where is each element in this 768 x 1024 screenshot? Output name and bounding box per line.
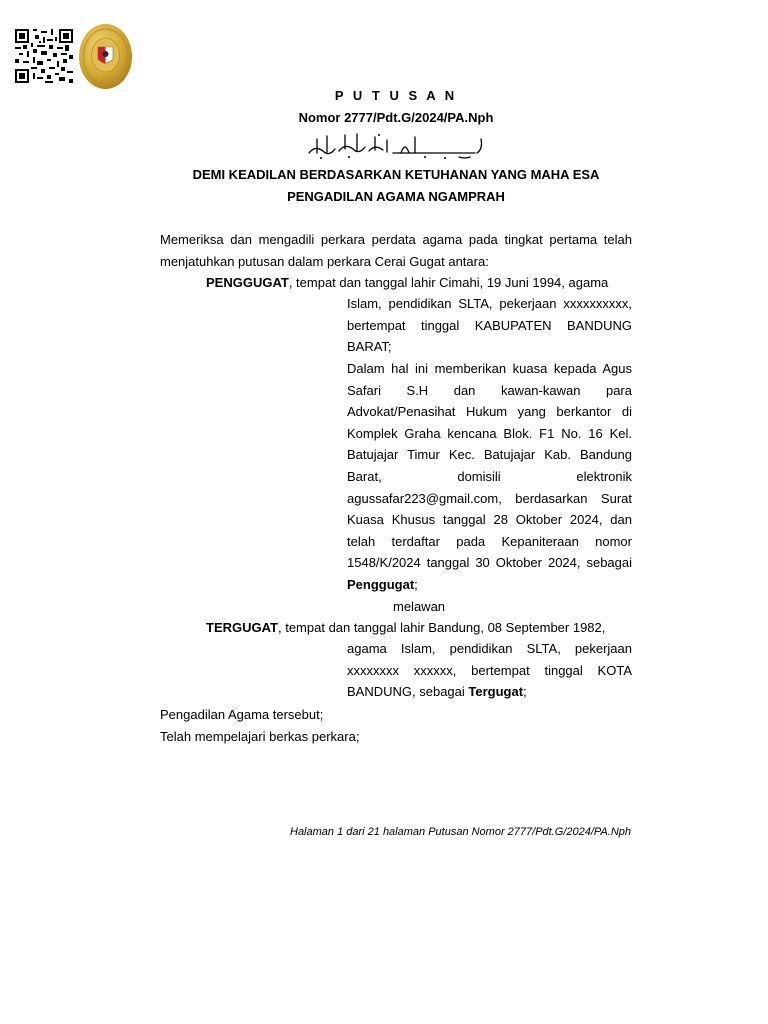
qr-code: [15, 29, 73, 83]
closing-line-1: Pengadilan Agama tersebut;: [160, 707, 324, 722]
defendant-role: Tergugat: [468, 684, 524, 700]
defendant-label: TERGUGAT: [206, 620, 278, 635]
case-number: Nomor 2777/Pdt.G/2024/PA.Nph: [298, 110, 494, 125]
defendant-details: [347, 638, 632, 703]
court-name: PENGADILAN AGAMA NGAMPRAH: [287, 189, 505, 204]
proxy-text: Dalam hal ini memberikan kuasa kepada Agus Safari S.H dan kawan-kawan para Advokat/Penasihat Hukum yang berkantor di Komplek Graha kencana Blok. F1 No. 16 Kel. Batujajar Timur Kec. Batujajar Kab. Bandung Barat, domisili elektronik agussafar223@gmail.com, berdasarkan Surat Kuasa Khusus tanggal 28 Oktober 2024, dan telah terdaftar pada Kepaniteraan nomor 1548/K/2024 tanggal 30 Oktober 2024, sebagai: [347, 361, 632, 571]
defendant-first-line: [206, 617, 632, 639]
defendant-end: ;: [523, 684, 527, 700]
defendant-details-text: agama Islam, pendidikan SLTA, pekerjaan xxxxxxxx xxxxxx, bertempat tinggal KOTA BANDUNG, sebagai: [347, 641, 632, 700]
plaintiff-proxy-paragraph: [347, 358, 632, 596]
plaintiff-details: Islam, pendidikan SLTA, pekerjaan xxxxxxxxxx, bertempat tinggal KABUPATEN BANDUNG BARAT;: [347, 296, 632, 355]
intro-paragraph: Memeriksa dan mengadili perkara perdata agama pada tingkat pertama telah menjatuhkan putusan dalam perkara Cerai Gugat antara:: [160, 232, 632, 269]
page-footer: Halaman 1 dari 21 halaman Putusan Nomor 2777/Pdt.G/2024/PA.Nph: [290, 826, 631, 838]
closing-line-2: Telah mempelajari berkas perkara;: [160, 729, 360, 744]
plaintiff-first-line-text: , tempat dan tanggal lahir Cimahi, 19 Juni 1994, agama: [288, 275, 609, 290]
document-title: P U T U S A N: [334, 88, 458, 103]
versus-label: melawan: [393, 599, 446, 614]
plaintiff-label: PENGGUGAT: [206, 275, 289, 290]
plaintiff-first-line: [206, 272, 632, 294]
proxy-role: Penggugat: [347, 576, 415, 592]
court-motto: DEMI KEADILAN BERDASARKAN KETUHANAN YANG MAHA ESA: [192, 167, 600, 182]
supreme-court-seal-icon: [78, 23, 133, 90]
proxy-end: ;: [414, 576, 418, 592]
bismillah-calligraphy-icon: [305, 131, 487, 161]
defendant-first-line-text: , tempat dan tanggal lahir Bandung, 08 September 1982,: [277, 620, 606, 635]
